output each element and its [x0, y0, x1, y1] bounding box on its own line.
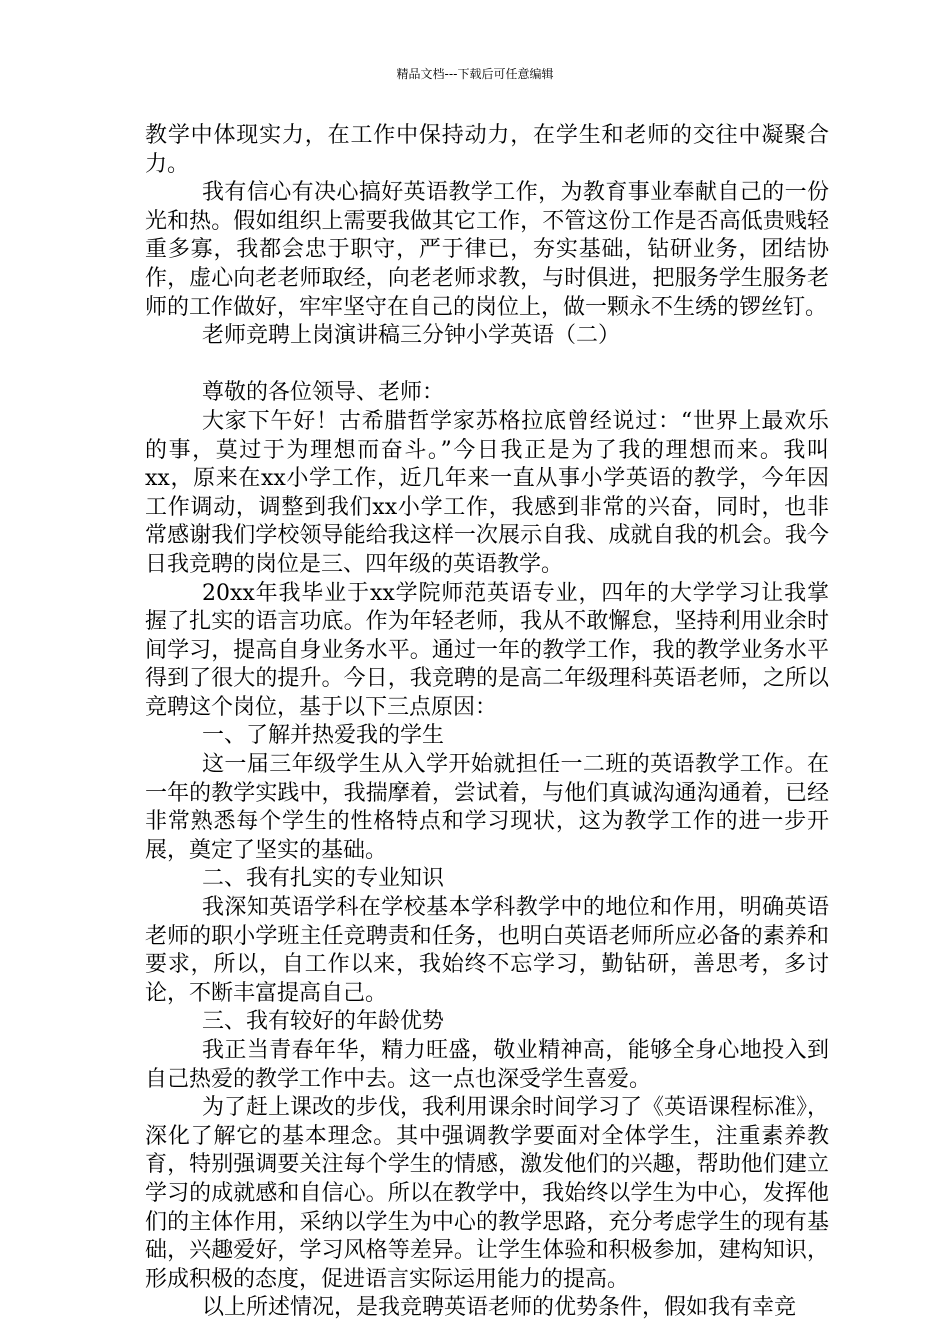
paragraph-curriculum: 为了赶上课改的步伐，我利用课余时间学习了《英语课程标准》，深化了解它的基本理念。其中强调教学要面对全体学生，注重素养教育，特别强调要关注每个学生的情感，激发他们的兴趣，帮助他们建立学习的成就感和自信心。所以在教学中，我始终以学生为中心，发挥他们的主体作用，采纳以学生为中心的教学思路，充分考虑学生的现有基础，兴趣爱好，学习风格等差异。让学生体验和积极参加，建构知识，形成积极的态度，促进语言实际运用能力的提高。 — [145, 1095, 830, 1292]
heading-point-2: 二、我有扎实的专业知识 — [202, 866, 445, 892]
section-title: 老师竞聘上岗演讲稿三分钟小学英语（二） — [202, 323, 621, 349]
paragraph-greeting: 大家下午好！古希腊哲学家苏格拉底曾经说过：“世界上最欢乐的事，莫过于为理想而奋斗。”今日我正是为了我的理想而来。我叫xx，原来在xx小学工作，近几年来一直从事小学英语的教学，今年因工作调动，调整到我们xx小学工作，我感到非常的兴奋，同时，也非常感谢我们学校领导能给我这样一次展示自我、成就自我的机会。我今日我竞聘的岗位是三、四年级的英语教学。 — [145, 408, 829, 577]
paragraph-point-3: 我正当青春年华，精力旺盛，敬业精神高，能够全身心地投入到自己热爱的教学工作中去。这一点也深受学生喜爱。 — [145, 1038, 829, 1092]
document-body — [145, 122, 829, 1323]
heading-point-1: 一、了解并热爱我的学生 — [202, 723, 445, 749]
page-header: 精品文档---下载后可任意编辑 — [396, 67, 554, 81]
paragraph-point-2: 我深知英语学科在学校基本学科教学中的地位和作用，明确英语老师的职小学班主任竞聘责和任务，也明白英语老师所应必备的素养和要求，所以，自工作以来，我始终不忘学习，勤钻研，善思考，多讨论，不断丰富提高自己。 — [145, 895, 829, 1006]
paragraph-closing: 以上所述情况，是我竞聘英语老师的优势条件，假如我有幸竞 — [202, 1295, 797, 1321]
paragraph-point-1: 这一届三年级学生从入学开始就担任一二班的英语教学工作。在一年的教学实践中，我揣摩着，尝试着，与他们真诚沟通沟通着，已经非常熟悉每个学生的性格特点和学习现状，这为教学工作的进一步开展，奠定了坚实的基础。 — [145, 752, 829, 863]
paragraph-background: 20xx年我毕业于xx学院师范英语专业，四年的大学学习让我掌握了扎实的语言功底。作为年轻老师，我从不敢懈怠，坚持利用业余时间学习，提高自身业务水平。通过一年的教学工作，我的教学业务水平得到了很大的提升。今日，我竞聘的是高二年级理科英语老师，之所以竞聘这个岗位，基于以下三点原因： — [145, 580, 829, 720]
blank-line — [145, 351, 829, 380]
paragraph-2: 我有信心有决心搞好英语教学工作，为教育事业奉献自己的一份光和热。假如组织上需要我做其它工作，不管这份工作是否高低贵贱轻重多寡，我都会忠于职守，严于律已，夯实基础，钻研业务，团结协作，虚心向老老师取经，向老老师求教，与时俱进，把服务学生服务老师的工作做好，牢牢坚守在自己的岗位上，做一颗永不生绣的锣丝钉。 — [145, 180, 829, 320]
paragraph-1: 教学中体现实力，在工作中保持动力，在学生和老师的交往中凝聚合力。 — [145, 123, 829, 177]
heading-point-3: 三、我有较好的年龄优势 — [202, 1009, 445, 1035]
salutation: 尊敬的各位领导、老师： — [202, 380, 445, 406]
